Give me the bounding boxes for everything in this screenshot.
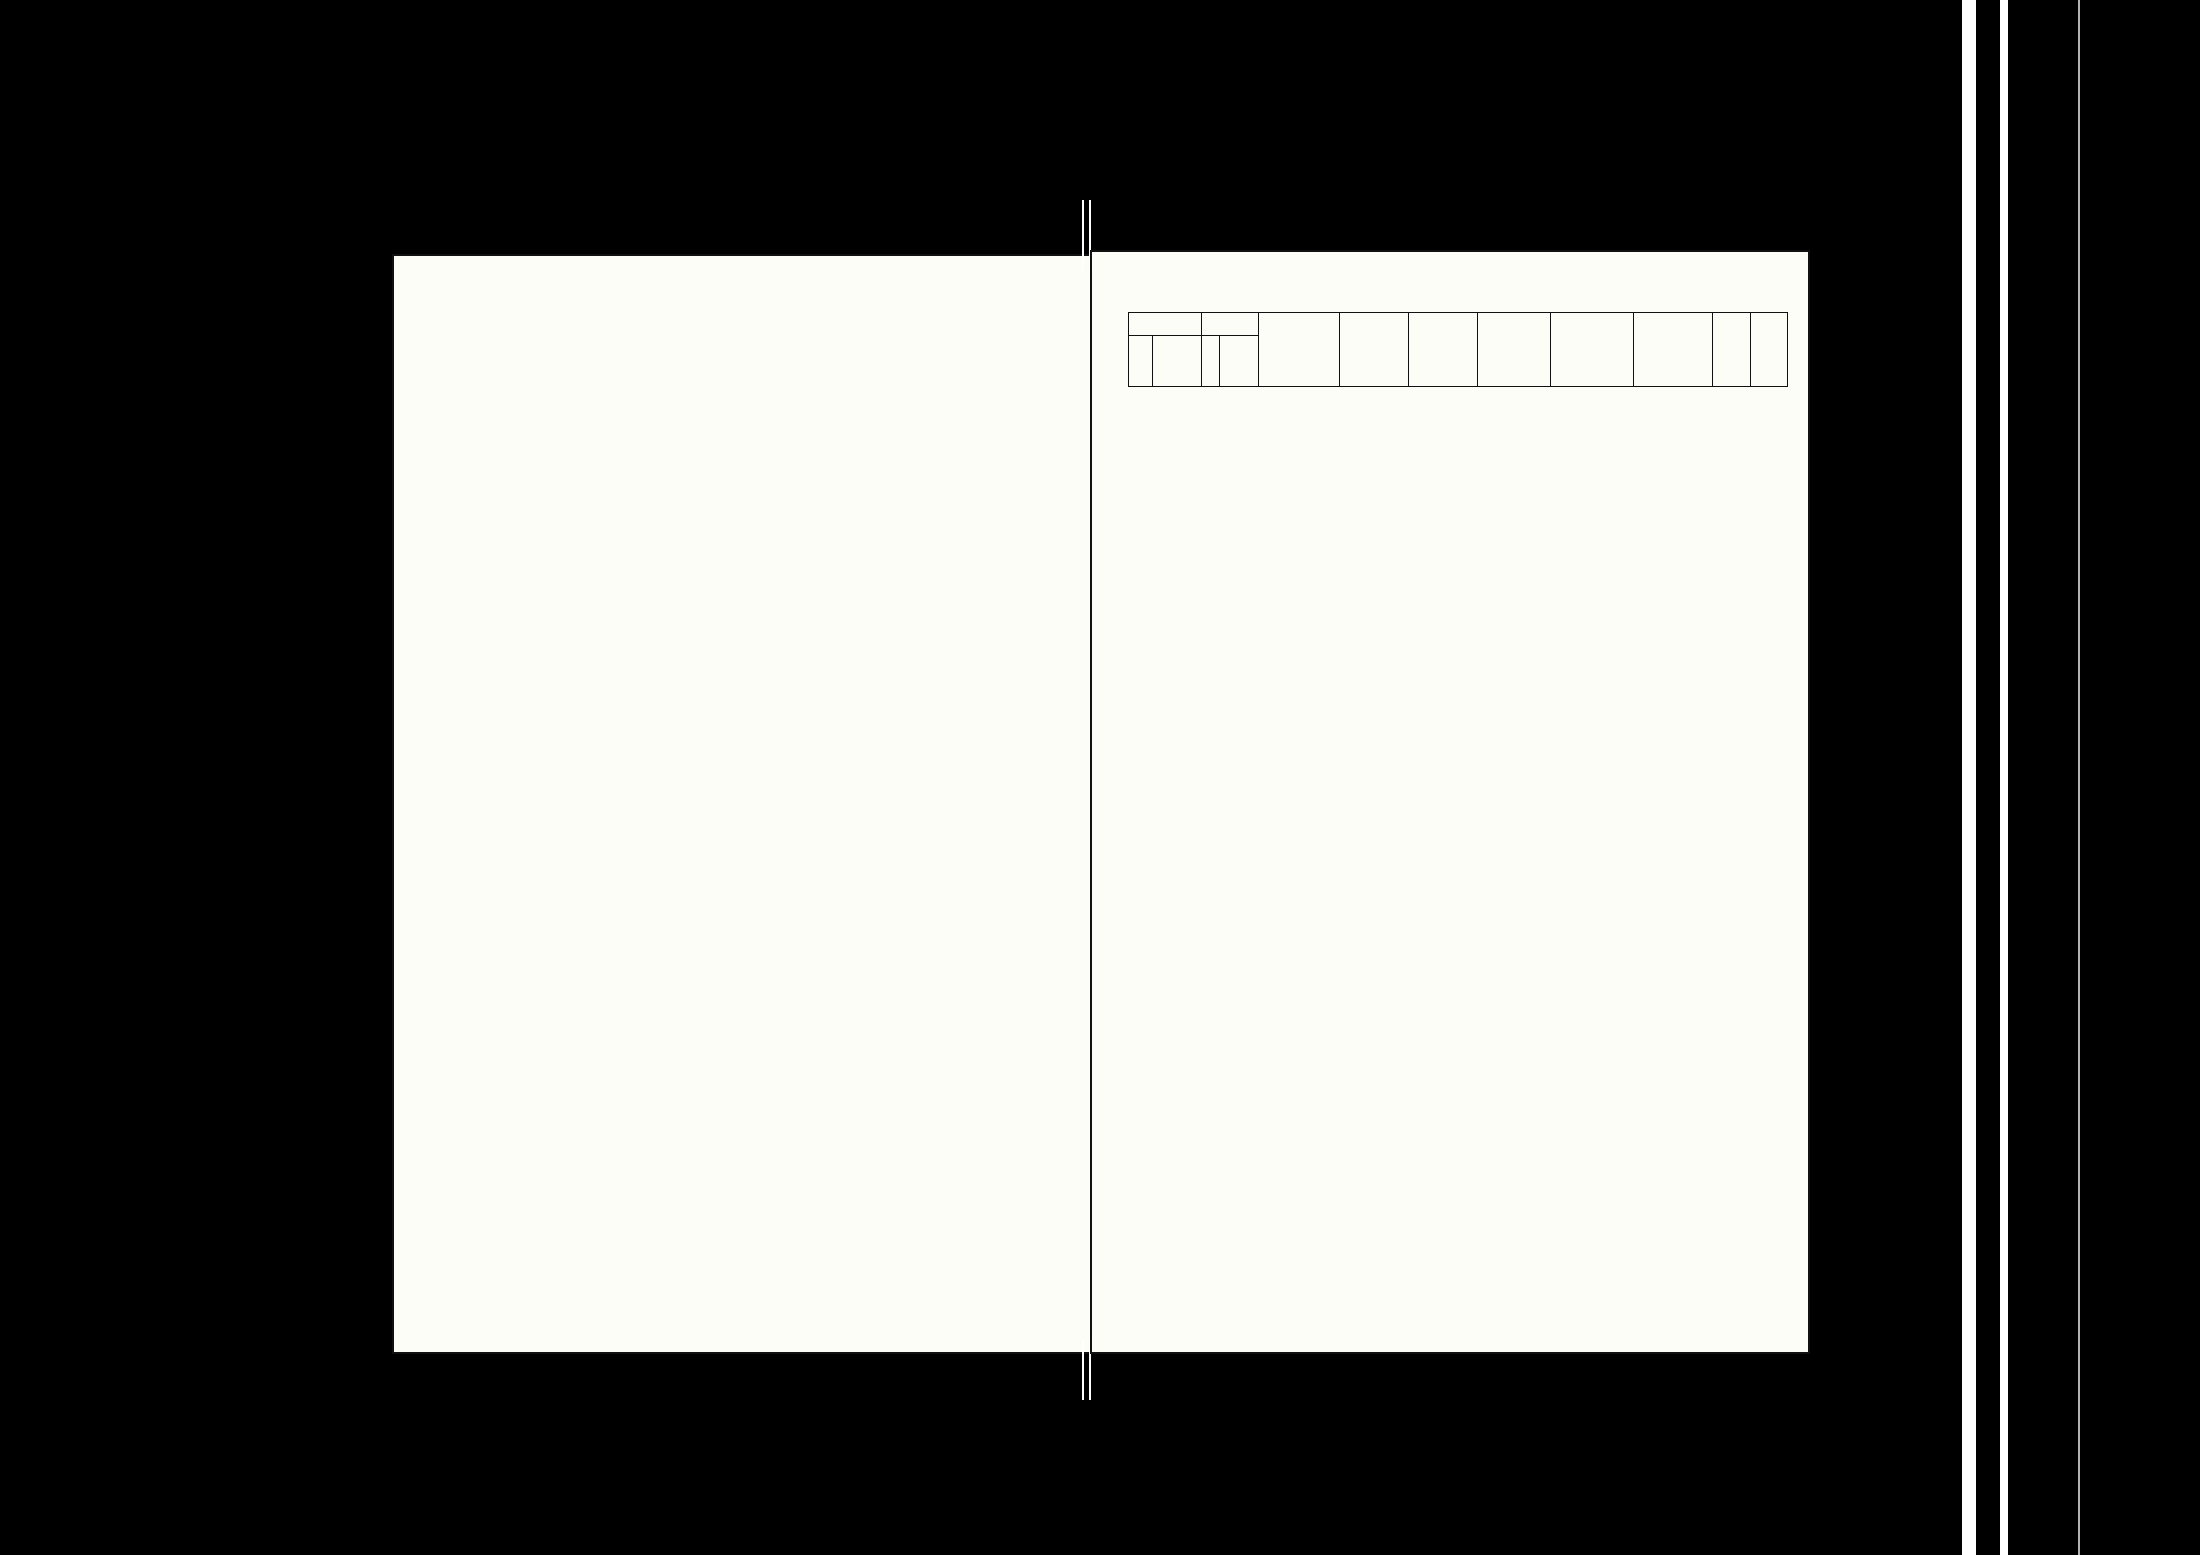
year-1789-header bbox=[1633, 313, 1712, 387]
dates-table bbox=[1128, 312, 1788, 387]
natus-day-header bbox=[1129, 336, 1153, 387]
header-row-top bbox=[1129, 313, 1788, 336]
accessit-header bbox=[1712, 313, 1751, 387]
year-1788-header bbox=[1550, 313, 1633, 387]
film-edge-stripe bbox=[2078, 0, 2080, 1555]
left-register-page bbox=[392, 254, 1092, 1354]
year-1784-header bbox=[1258, 313, 1339, 387]
natus-year-header bbox=[1153, 336, 1202, 387]
right-register-page bbox=[1090, 250, 1810, 1354]
obiit-year-header bbox=[1220, 336, 1259, 387]
year-1786-header bbox=[1408, 313, 1477, 387]
film-edge-stripe bbox=[1962, 0, 1976, 1555]
film-edge-stripe bbox=[2000, 0, 2008, 1555]
natus-header bbox=[1129, 313, 1202, 336]
obiit-day-header bbox=[1201, 336, 1219, 387]
abiit-header bbox=[1751, 313, 1788, 387]
year-1787-header bbox=[1477, 313, 1550, 387]
year-1785-header bbox=[1339, 313, 1408, 387]
obiit-header bbox=[1201, 313, 1258, 336]
